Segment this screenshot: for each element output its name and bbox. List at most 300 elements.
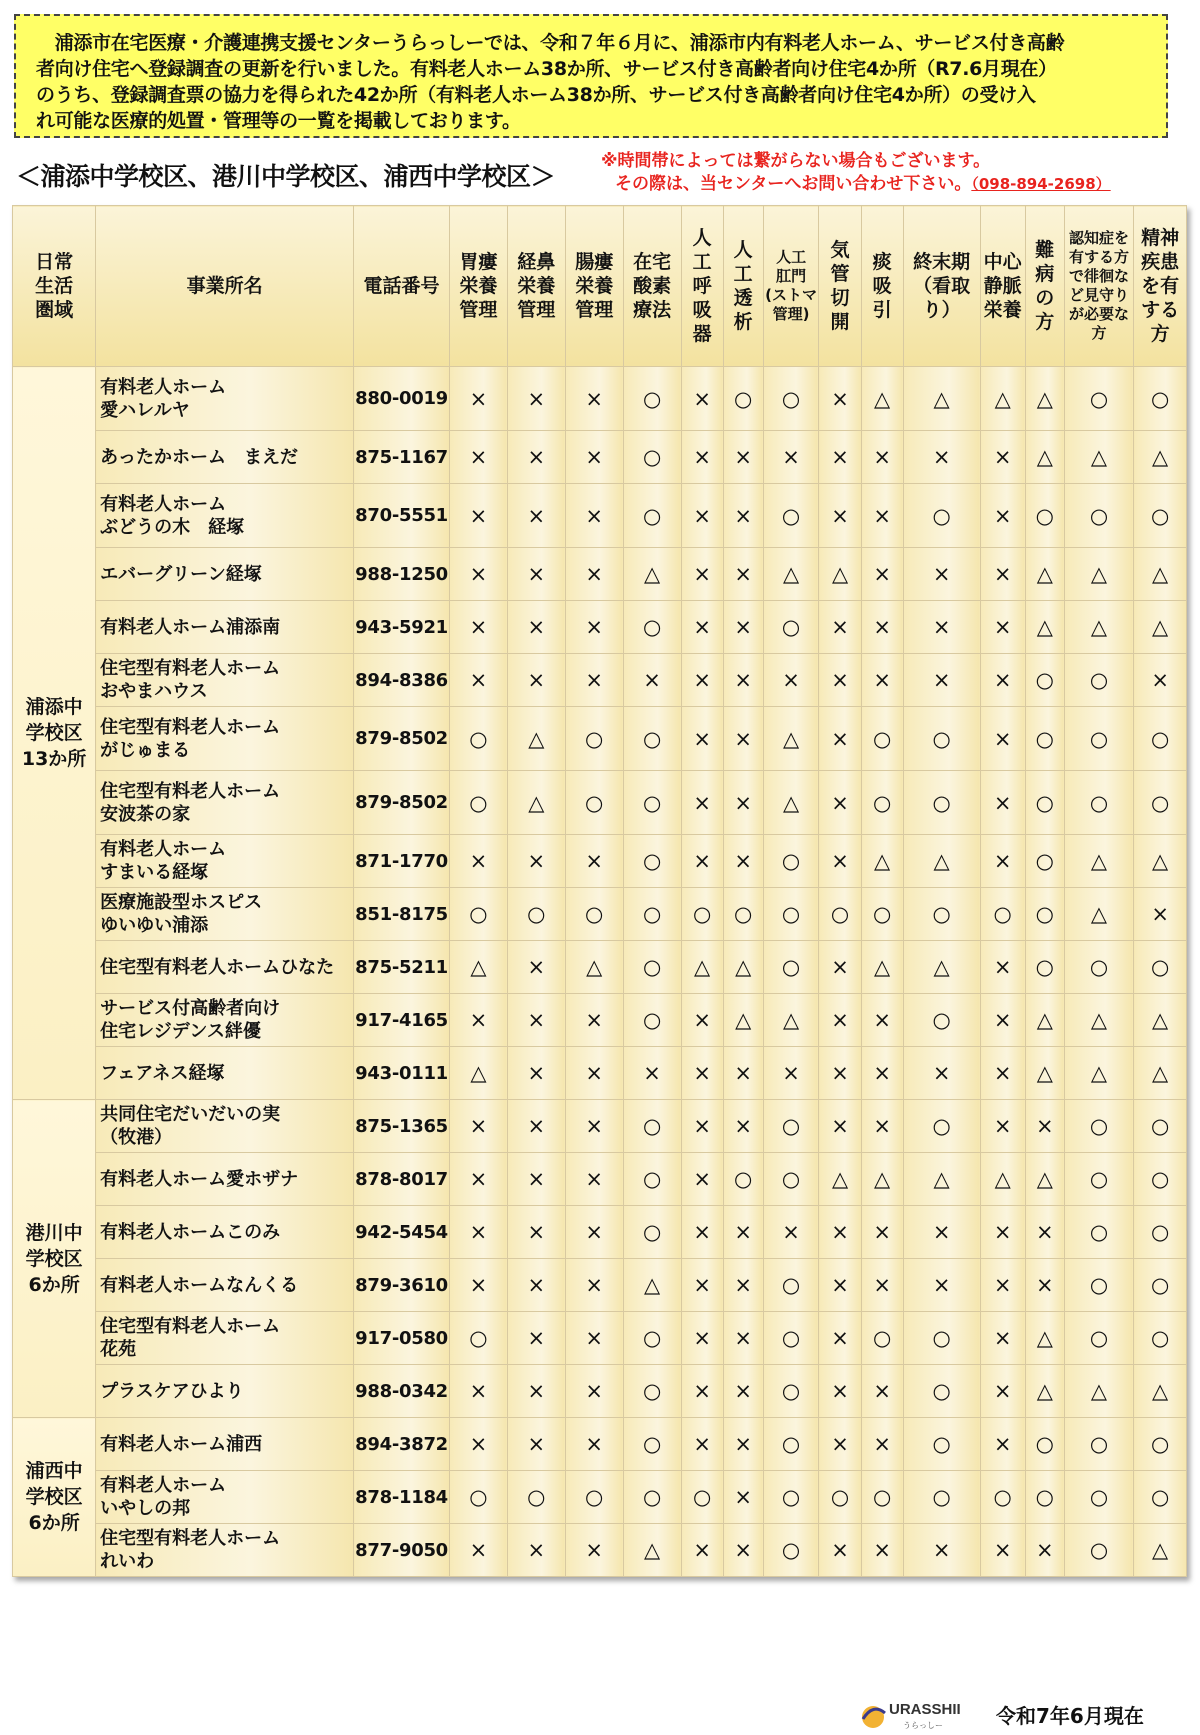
availability-mark: × bbox=[903, 1047, 980, 1100]
availability-mark: ○ bbox=[723, 1153, 763, 1206]
availability-mark: × bbox=[723, 431, 763, 484]
facility-tel: 851-8175 bbox=[354, 888, 450, 941]
availability-mark: ○ bbox=[903, 994, 980, 1047]
facility-name: 有料老人ホーム 愛ハレルヤ bbox=[96, 367, 354, 431]
availability-mark: × bbox=[681, 484, 723, 548]
availability-mark: × bbox=[819, 1418, 861, 1471]
availability-mark: ○ bbox=[1134, 1471, 1187, 1524]
availability-mark: ○ bbox=[763, 1100, 819, 1153]
availability-mark: ○ bbox=[623, 431, 681, 484]
notice-box bbox=[14, 14, 1168, 138]
availability-mark: ○ bbox=[1134, 1259, 1187, 1312]
availability-mark: ○ bbox=[903, 888, 980, 941]
availability-mark: △ bbox=[1025, 1312, 1064, 1365]
availability-mark: × bbox=[449, 431, 507, 484]
availability-mark: ○ bbox=[903, 484, 980, 548]
availability-mark: △ bbox=[1134, 994, 1187, 1047]
availability-mark: ○ bbox=[1134, 1206, 1187, 1259]
availability-mark: ○ bbox=[1025, 707, 1064, 771]
availability-mark: ○ bbox=[623, 601, 681, 654]
facility-name: フェアネス経塚 bbox=[96, 1047, 354, 1100]
facility-name: 有料老人ホーム浦添南 bbox=[96, 601, 354, 654]
availability-mark: × bbox=[449, 1206, 507, 1259]
availability-mark: × bbox=[449, 1365, 507, 1418]
availability-mark: × bbox=[980, 601, 1025, 654]
availability-mark: ○ bbox=[903, 1365, 980, 1418]
facility-tel: 875-1167 bbox=[354, 431, 450, 484]
availability-mark: × bbox=[819, 601, 861, 654]
availability-mark: ○ bbox=[763, 941, 819, 994]
availability-mark: × bbox=[819, 1259, 861, 1312]
availability-mark: △ bbox=[1134, 1365, 1187, 1418]
availability-mark: ○ bbox=[623, 367, 681, 431]
facility-tel: 880-0019 bbox=[354, 367, 450, 431]
facility-name: 有料老人ホーム浦西 bbox=[96, 1418, 354, 1471]
availability-mark: ○ bbox=[819, 888, 861, 941]
availability-mark: × bbox=[681, 994, 723, 1047]
availability-mark: ○ bbox=[723, 367, 763, 431]
availability-mark: △ bbox=[449, 1047, 507, 1100]
availability-mark: × bbox=[565, 1312, 623, 1365]
facility-row bbox=[13, 941, 1187, 994]
region-title: ＜浦添中学校区、港川中学校区、浦西中学校区＞ bbox=[16, 162, 556, 191]
availability-mark: ○ bbox=[903, 1100, 980, 1153]
availability-mark: ○ bbox=[763, 888, 819, 941]
availability-mark: × bbox=[819, 707, 861, 771]
availability-mark: × bbox=[449, 1418, 507, 1471]
availability-mark: × bbox=[507, 431, 565, 484]
availability-mark: × bbox=[507, 1206, 565, 1259]
availability-mark: ○ bbox=[681, 1471, 723, 1524]
facility-name: 有料老人ホーム いやしの邦 bbox=[96, 1471, 354, 1524]
availability-mark: × bbox=[980, 1524, 1025, 1577]
facility-row bbox=[13, 1047, 1187, 1100]
facility-row bbox=[13, 888, 1187, 941]
header-col: 人 工 呼 吸 器 bbox=[681, 206, 723, 367]
availability-mark: △ bbox=[1025, 1365, 1064, 1418]
logo-text: URASSHII bbox=[889, 1701, 961, 1718]
availability-mark: × bbox=[903, 654, 980, 707]
availability-mark: ○ bbox=[1134, 771, 1187, 835]
availability-mark: △ bbox=[903, 835, 980, 888]
availability-mark: × bbox=[681, 1312, 723, 1365]
availability-mark: × bbox=[507, 994, 565, 1047]
availability-mark: × bbox=[507, 1524, 565, 1577]
availability-mark: △ bbox=[1134, 1524, 1187, 1577]
facility-row bbox=[13, 1471, 1187, 1524]
availability-mark: × bbox=[565, 1259, 623, 1312]
availability-mark: × bbox=[819, 1524, 861, 1577]
availability-mark: ○ bbox=[623, 1418, 681, 1471]
availability-mark: × bbox=[903, 1259, 980, 1312]
availability-mark: ○ bbox=[623, 994, 681, 1047]
availability-mark: ○ bbox=[1064, 654, 1133, 707]
availability-mark: × bbox=[565, 431, 623, 484]
availability-mark: ○ bbox=[819, 1471, 861, 1524]
availability-mark: ○ bbox=[1064, 1524, 1133, 1577]
availability-mark: ○ bbox=[1025, 1471, 1064, 1524]
header-col: 中心 静脈 栄養 bbox=[980, 206, 1025, 367]
facility-row bbox=[13, 771, 1187, 835]
availability-mark: △ bbox=[723, 941, 763, 994]
availability-mark: × bbox=[565, 835, 623, 888]
availability-mark: × bbox=[980, 835, 1025, 888]
availability-mark: × bbox=[507, 484, 565, 548]
availability-mark: × bbox=[980, 1206, 1025, 1259]
availability-mark: × bbox=[507, 1047, 565, 1100]
availability-mark: ○ bbox=[1025, 654, 1064, 707]
availability-mark: △ bbox=[1025, 548, 1064, 601]
availability-mark: × bbox=[723, 1259, 763, 1312]
availability-mark: △ bbox=[507, 707, 565, 771]
availability-mark: × bbox=[565, 1418, 623, 1471]
availability-mark: △ bbox=[980, 367, 1025, 431]
availability-mark: × bbox=[1134, 654, 1187, 707]
facility-tel: 877-9050 bbox=[354, 1524, 450, 1577]
header-row bbox=[13, 206, 1187, 367]
facility-row bbox=[13, 1418, 1187, 1471]
availability-mark: × bbox=[861, 484, 903, 548]
facility-row bbox=[13, 835, 1187, 888]
facility-row bbox=[13, 1312, 1187, 1365]
availability-mark: ○ bbox=[763, 1312, 819, 1365]
availability-mark: × bbox=[565, 367, 623, 431]
facility-name: 住宅型有料老人ホーム 安波茶の家 bbox=[96, 771, 354, 835]
availability-mark: × bbox=[507, 1100, 565, 1153]
availability-mark: ○ bbox=[763, 1471, 819, 1524]
availability-mark: ○ bbox=[623, 835, 681, 888]
facility-row bbox=[13, 1524, 1187, 1577]
availability-mark: ○ bbox=[903, 1471, 980, 1524]
availability-mark: △ bbox=[819, 548, 861, 601]
availability-mark: × bbox=[819, 994, 861, 1047]
facility-row bbox=[13, 548, 1187, 601]
area-label: 浦西中 学校区 6か所 bbox=[13, 1418, 96, 1577]
availability-mark: ○ bbox=[623, 941, 681, 994]
availability-mark: ○ bbox=[763, 835, 819, 888]
availability-mark: ○ bbox=[565, 888, 623, 941]
availability-mark: × bbox=[763, 1047, 819, 1100]
availability-mark: × bbox=[565, 1524, 623, 1577]
header-col: 終末期 （看取 り） bbox=[903, 206, 980, 367]
availability-mark: × bbox=[1134, 888, 1187, 941]
availability-mark: ○ bbox=[763, 1418, 819, 1471]
availability-mark: × bbox=[861, 431, 903, 484]
facility-tel: 871-1770 bbox=[354, 835, 450, 888]
availability-mark: ○ bbox=[1134, 484, 1187, 548]
availability-mark: × bbox=[681, 601, 723, 654]
availability-mark: × bbox=[723, 654, 763, 707]
facility-table bbox=[12, 205, 1187, 1577]
availability-mark: × bbox=[623, 1047, 681, 1100]
availability-mark: ○ bbox=[449, 771, 507, 835]
availability-mark: × bbox=[681, 1206, 723, 1259]
availability-mark: ○ bbox=[449, 1312, 507, 1365]
availability-mark: ○ bbox=[1064, 941, 1133, 994]
header-col: 認知症を 有する方 で徘徊な ど見守り が必要な 方 bbox=[1064, 206, 1133, 367]
availability-mark: ○ bbox=[1064, 1312, 1133, 1365]
facility-name: 住宅型有料老人ホーム れいわ bbox=[96, 1524, 354, 1577]
facility-row bbox=[13, 1259, 1187, 1312]
header-col: 胃瘻 栄養 管理 bbox=[449, 206, 507, 367]
availability-mark: × bbox=[565, 548, 623, 601]
availability-mark: △ bbox=[1025, 367, 1064, 431]
availability-mark: × bbox=[980, 994, 1025, 1047]
availability-mark: ○ bbox=[565, 1471, 623, 1524]
availability-mark: × bbox=[507, 941, 565, 994]
facility-tel: 894-3872 bbox=[354, 1418, 450, 1471]
availability-mark: × bbox=[681, 1259, 723, 1312]
availability-mark: ○ bbox=[623, 1153, 681, 1206]
availability-mark: △ bbox=[449, 941, 507, 994]
availability-mark: ○ bbox=[1134, 1418, 1187, 1471]
availability-mark: ○ bbox=[763, 1365, 819, 1418]
availability-mark: ○ bbox=[903, 1418, 980, 1471]
availability-mark: × bbox=[723, 1206, 763, 1259]
availability-mark: × bbox=[507, 1153, 565, 1206]
facility-name: 有料老人ホーム ぶどうの木 経塚 bbox=[96, 484, 354, 548]
availability-mark: × bbox=[681, 367, 723, 431]
facility-tel: 942-5454 bbox=[354, 1206, 450, 1259]
availability-mark: △ bbox=[1064, 888, 1133, 941]
availability-mark: × bbox=[903, 431, 980, 484]
availability-mark: △ bbox=[1064, 1365, 1133, 1418]
header-col: 在宅 酸素 療法 bbox=[623, 206, 681, 367]
facility-row bbox=[13, 484, 1187, 548]
availability-mark: × bbox=[861, 548, 903, 601]
availability-mark: ○ bbox=[1025, 888, 1064, 941]
availability-mark: ○ bbox=[723, 888, 763, 941]
contact-phone-link[interactable]: （098-894-2698） bbox=[971, 175, 1111, 193]
table-body bbox=[13, 367, 1187, 1577]
availability-mark: △ bbox=[1025, 1047, 1064, 1100]
availability-mark: × bbox=[565, 1100, 623, 1153]
availability-mark: × bbox=[1025, 1206, 1064, 1259]
availability-mark: ○ bbox=[1134, 1153, 1187, 1206]
availability-mark: × bbox=[723, 1524, 763, 1577]
availability-mark: × bbox=[723, 771, 763, 835]
availability-mark: × bbox=[861, 994, 903, 1047]
header-col: 気 管 切 開 bbox=[819, 206, 861, 367]
availability-mark: ○ bbox=[763, 601, 819, 654]
availability-mark: △ bbox=[861, 835, 903, 888]
availability-mark: △ bbox=[819, 1153, 861, 1206]
availability-mark: × bbox=[723, 707, 763, 771]
facility-row bbox=[13, 601, 1187, 654]
availability-mark: ○ bbox=[1025, 771, 1064, 835]
availability-mark: ○ bbox=[763, 1524, 819, 1577]
availability-mark: ○ bbox=[1064, 1153, 1133, 1206]
availability-mark: ○ bbox=[623, 1100, 681, 1153]
facility-tel: 917-4165 bbox=[354, 994, 450, 1047]
availability-mark: × bbox=[819, 1365, 861, 1418]
availability-mark: ○ bbox=[861, 707, 903, 771]
availability-mark: ○ bbox=[903, 1312, 980, 1365]
availability-mark: × bbox=[980, 1312, 1025, 1365]
availability-mark: △ bbox=[980, 1153, 1025, 1206]
availability-mark: × bbox=[861, 601, 903, 654]
warning-line-2-text: その際は、当センターへお問い合わせ下さい。 bbox=[615, 174, 972, 194]
availability-mark: × bbox=[507, 601, 565, 654]
availability-mark: × bbox=[861, 1206, 903, 1259]
availability-mark: ○ bbox=[565, 707, 623, 771]
availability-mark: × bbox=[681, 1100, 723, 1153]
availability-mark: ○ bbox=[1064, 1259, 1133, 1312]
availability-mark: × bbox=[565, 654, 623, 707]
facility-name: 有料老人ホームこのみ bbox=[96, 1206, 354, 1259]
availability-mark: × bbox=[980, 484, 1025, 548]
availability-mark: × bbox=[565, 1153, 623, 1206]
availability-mark: △ bbox=[681, 941, 723, 994]
availability-mark: ○ bbox=[1064, 367, 1133, 431]
availability-mark: × bbox=[449, 1153, 507, 1206]
availability-mark: × bbox=[861, 1365, 903, 1418]
availability-mark: × bbox=[763, 431, 819, 484]
availability-mark: ○ bbox=[1134, 941, 1187, 994]
availability-mark: × bbox=[449, 994, 507, 1047]
logo-subtext: うらっしー bbox=[903, 1721, 943, 1730]
availability-mark: △ bbox=[1134, 1047, 1187, 1100]
availability-mark: △ bbox=[1134, 548, 1187, 601]
availability-mark: × bbox=[681, 771, 723, 835]
availability-mark: △ bbox=[1064, 548, 1133, 601]
availability-mark: × bbox=[565, 484, 623, 548]
availability-mark: ○ bbox=[980, 1471, 1025, 1524]
availability-mark: × bbox=[980, 1259, 1025, 1312]
facility-row bbox=[13, 707, 1187, 771]
availability-mark: △ bbox=[1134, 601, 1187, 654]
availability-mark: △ bbox=[1064, 601, 1133, 654]
availability-mark: ○ bbox=[623, 1206, 681, 1259]
availability-mark: × bbox=[449, 1259, 507, 1312]
availability-mark: × bbox=[449, 548, 507, 601]
availability-mark: ○ bbox=[763, 1153, 819, 1206]
availability-mark: × bbox=[723, 601, 763, 654]
availability-mark: × bbox=[449, 1524, 507, 1577]
availability-mark: ○ bbox=[861, 771, 903, 835]
availability-mark: × bbox=[681, 1153, 723, 1206]
availability-mark: ○ bbox=[1134, 1312, 1187, 1365]
availability-mark: △ bbox=[861, 367, 903, 431]
availability-mark: × bbox=[507, 654, 565, 707]
availability-mark: × bbox=[980, 1365, 1025, 1418]
availability-mark: × bbox=[1025, 1524, 1064, 1577]
availability-mark: × bbox=[861, 1100, 903, 1153]
availability-mark: × bbox=[723, 1100, 763, 1153]
availability-mark: ○ bbox=[623, 484, 681, 548]
header-col: 経鼻 栄養 管理 bbox=[507, 206, 565, 367]
availability-mark: × bbox=[980, 707, 1025, 771]
facility-tel: 988-0342 bbox=[354, 1365, 450, 1418]
availability-mark: ○ bbox=[449, 1471, 507, 1524]
availability-mark: × bbox=[763, 1206, 819, 1259]
availability-mark: × bbox=[903, 601, 980, 654]
availability-mark: ○ bbox=[1064, 484, 1133, 548]
availability-mark: △ bbox=[623, 1259, 681, 1312]
availability-mark: ○ bbox=[623, 888, 681, 941]
availability-mark: ○ bbox=[681, 888, 723, 941]
availability-mark: × bbox=[723, 835, 763, 888]
availability-mark: × bbox=[507, 1312, 565, 1365]
availability-mark: ○ bbox=[1025, 484, 1064, 548]
availability-mark: × bbox=[681, 654, 723, 707]
availability-mark: ○ bbox=[1025, 835, 1064, 888]
availability-mark: × bbox=[861, 1259, 903, 1312]
availability-mark: × bbox=[980, 1418, 1025, 1471]
header-name: 事業所名 bbox=[96, 206, 354, 367]
header-col: 難 病 の 方 bbox=[1025, 206, 1064, 367]
availability-mark: ○ bbox=[623, 1312, 681, 1365]
availability-mark: ○ bbox=[1134, 707, 1187, 771]
urasshii-logo bbox=[859, 1697, 979, 1733]
availability-mark: × bbox=[681, 1047, 723, 1100]
facility-tel: 943-5921 bbox=[354, 601, 450, 654]
facility-tel: 870-5551 bbox=[354, 484, 450, 548]
availability-mark: × bbox=[819, 941, 861, 994]
notice-line: のうち、登録調査票の協力を得られた42か所（有料老人ホーム38か所、サービス付き高齢者向け住宅4か所）の受け入 bbox=[36, 84, 1036, 106]
availability-mark: △ bbox=[903, 1153, 980, 1206]
availability-mark: △ bbox=[763, 707, 819, 771]
availability-mark: ○ bbox=[1025, 941, 1064, 994]
facility-row bbox=[13, 654, 1187, 707]
availability-mark: ○ bbox=[449, 888, 507, 941]
availability-mark: × bbox=[723, 1471, 763, 1524]
facility-name: 住宅型有料老人ホーム がじゅまる bbox=[96, 707, 354, 771]
facility-row bbox=[13, 1365, 1187, 1418]
facility-row bbox=[13, 431, 1187, 484]
facility-tel: 879-8502 bbox=[354, 707, 450, 771]
availability-mark: × bbox=[903, 548, 980, 601]
area-label: 浦添中 学校区 13か所 bbox=[13, 367, 96, 1100]
availability-mark: × bbox=[819, 484, 861, 548]
availability-mark: × bbox=[723, 484, 763, 548]
availability-mark: × bbox=[980, 1047, 1025, 1100]
availability-mark: × bbox=[681, 431, 723, 484]
availability-mark: △ bbox=[1134, 431, 1187, 484]
header-col: 人 工 透 析 bbox=[723, 206, 763, 367]
facility-tel: 875-1365 bbox=[354, 1100, 450, 1153]
availability-mark: × bbox=[980, 771, 1025, 835]
availability-mark: ○ bbox=[861, 888, 903, 941]
availability-mark: × bbox=[980, 654, 1025, 707]
availability-mark: × bbox=[819, 431, 861, 484]
availability-mark: △ bbox=[1064, 431, 1133, 484]
availability-mark: ○ bbox=[1134, 1100, 1187, 1153]
as-of-date: 令和7年6月現在 bbox=[996, 1704, 1144, 1728]
availability-mark: ○ bbox=[1064, 1471, 1133, 1524]
facility-table-wrap bbox=[12, 205, 1187, 1577]
availability-mark: △ bbox=[1064, 1047, 1133, 1100]
area-label: 港川中 学校区 6か所 bbox=[13, 1100, 96, 1418]
availability-mark: × bbox=[980, 548, 1025, 601]
availability-mark: △ bbox=[1134, 835, 1187, 888]
availability-mark: × bbox=[819, 835, 861, 888]
availability-mark: × bbox=[623, 654, 681, 707]
availability-mark: × bbox=[723, 1047, 763, 1100]
availability-mark: ○ bbox=[903, 771, 980, 835]
availability-mark: ○ bbox=[1134, 367, 1187, 431]
availability-mark: × bbox=[565, 1206, 623, 1259]
availability-mark: × bbox=[861, 654, 903, 707]
facility-name: 有料老人ホーム愛ホザナ bbox=[96, 1153, 354, 1206]
availability-mark: × bbox=[903, 1206, 980, 1259]
availability-mark: ○ bbox=[623, 1471, 681, 1524]
availability-mark: ○ bbox=[507, 888, 565, 941]
warning-line-1: ※時間帯によっては繋がらない場合もございます。 bbox=[601, 151, 991, 171]
availability-mark: △ bbox=[1025, 601, 1064, 654]
availability-mark: × bbox=[819, 1100, 861, 1153]
availability-mark: × bbox=[507, 1418, 565, 1471]
